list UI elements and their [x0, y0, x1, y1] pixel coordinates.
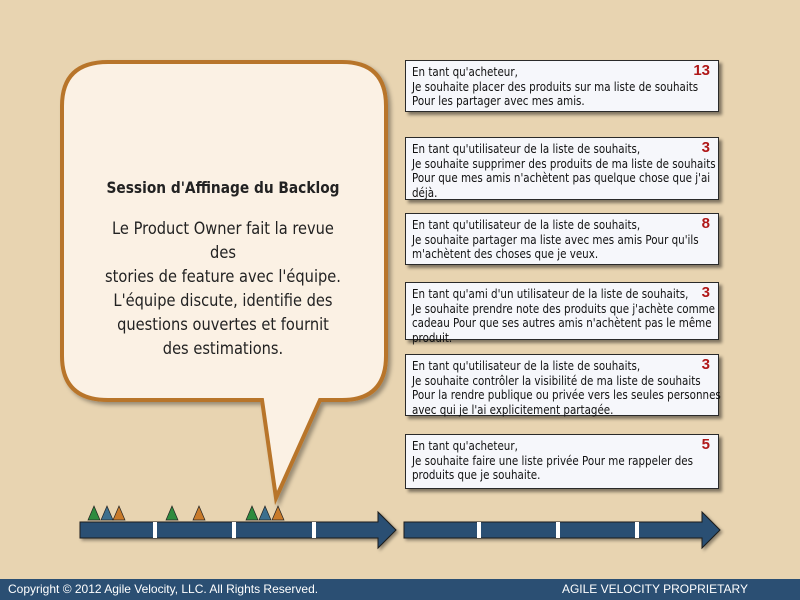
footer-proprietary: AGILE VELOCITY PROPRIETARY [561, 582, 748, 596]
story-line: Pour que mes amis n'achètent pas quelque chose que j'ai [412, 171, 711, 185]
story-points: 3 [701, 284, 710, 301]
bubble-line: questions ouvertes et fournit [117, 315, 329, 335]
story-line: En tant qu'utilisateur de la liste de souhaits, [412, 218, 641, 232]
story-line: En tant qu'acheteur, [412, 65, 518, 79]
story-points: 8 [701, 215, 710, 232]
sprint-divider [232, 522, 236, 538]
marker-green-triangle [246, 506, 258, 520]
sprint-divider [635, 522, 639, 538]
marker-orange-triangle [193, 506, 205, 520]
marker-green-triangle [88, 506, 100, 520]
bubble-line: Le Product Owner fait la revue des [112, 219, 334, 263]
story-line: Je souhaite prendre note des produits que j'achète comme [412, 301, 716, 316]
marker-orange-triangle [113, 506, 125, 520]
marker-green-triangle [166, 506, 178, 520]
sprint-divider [312, 522, 316, 538]
marker-teal-triangle [101, 506, 113, 520]
timeline-arrow-left [80, 512, 396, 548]
story-line: m'achètent des choses que je veux. [412, 247, 599, 261]
timeline-arrow-right [404, 512, 720, 548]
bubble-line: stories de feature avec l'équipe. [105, 267, 341, 287]
story-points: 3 [701, 356, 710, 373]
story-line: déjà. [412, 185, 438, 200]
sprint-divider [556, 522, 560, 538]
bubble-line: des estimations. [162, 339, 284, 359]
story-line: Je souhaite faire une liste privée Pour me rappeler des [412, 453, 693, 468]
sprint-divider [477, 522, 481, 538]
story-line: Je souhaite contrôler la visibilité de ma liste de souhaits [412, 373, 701, 388]
story-points: 5 [701, 436, 710, 453]
story-line: produit. [412, 330, 453, 345]
story-line: Pour les partager avec mes amis. [412, 94, 585, 108]
footer-bar [0, 579, 800, 600]
story-line: Pour la rendre publique ou privée vers les seules personnes [412, 388, 721, 402]
sprint-divider [153, 522, 157, 538]
marker-teal-triangle [259, 506, 271, 520]
story-line: avec qui je l'ai explicitement partagée. [412, 402, 614, 417]
story-line: En tant qu'acheteur, [412, 439, 518, 453]
story-line: Je souhaite supprimer des produits de ma liste de souhaits [412, 156, 716, 171]
story-points: 13 [693, 62, 710, 79]
footer-copyright: Copyright © 2012 Agile Velocity, LLC. All Rights Reserved. [8, 582, 319, 596]
story-line: produits que je souhaite. [412, 468, 541, 482]
bubble-line: L'équipe discute, identifie des [113, 291, 333, 311]
bubble-title: Session d'Affinage du Backlog [106, 178, 340, 197]
story-line: En tant qu'utilisateur de la liste de souhaits, [412, 359, 641, 373]
story-points: 3 [701, 139, 710, 156]
marker-orange-triangle [272, 506, 284, 520]
story-line: cadeau Pour que ses autres amis n'achètent pas le même [412, 316, 712, 330]
story-line: Je souhaite partager ma liste avec mes amis Pour qu'ils [412, 232, 699, 247]
story-line: Je souhaite placer des produits sur ma liste de souhaits [412, 79, 699, 94]
story-line: En tant qu'utilisateur de la liste de souhaits, [412, 142, 641, 156]
story-line: En tant qu'ami d'un utilisateur de la liste de souhaits, [412, 287, 689, 301]
